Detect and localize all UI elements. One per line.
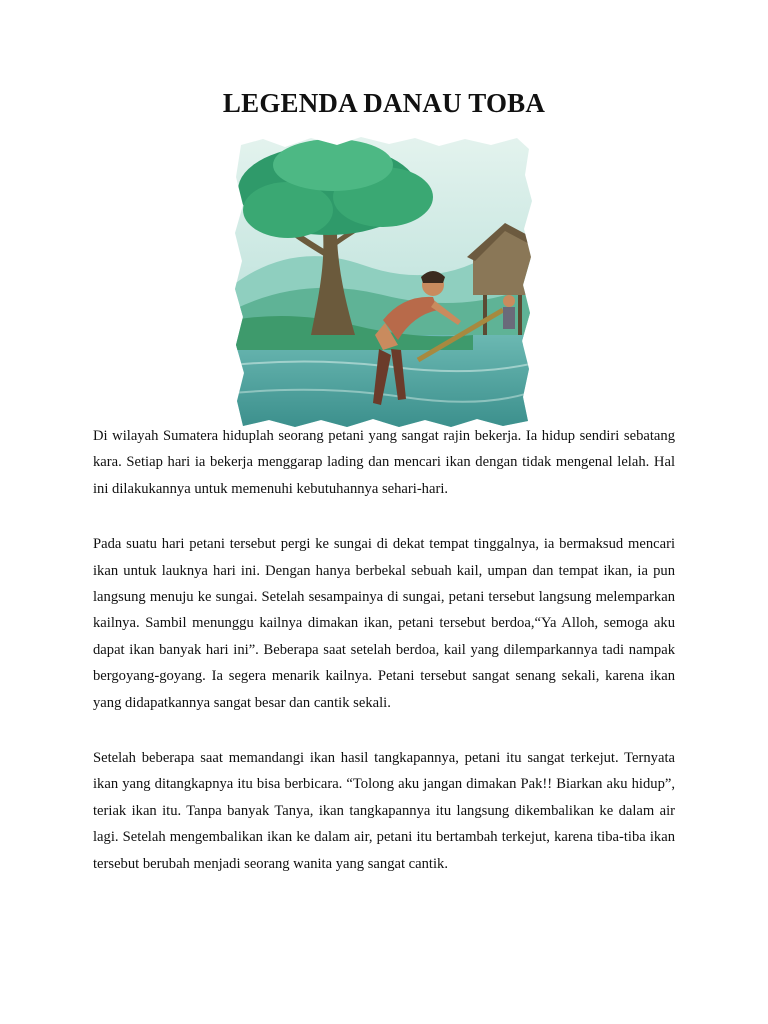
- page-title: LEGENDA DANAU TOBA: [222, 88, 546, 118]
- story-body: [93, 423, 675, 906]
- paragraph: Setelah beberapa saat memandangi ikan hasil tangkapannya, petani itu sangat terkejut. Ternyata ikan yang ditangkapnya itu bisa berbicara. “Tolong aku jangan dimakan Pak!! Biarkan aku hidup”, teriak ikan itu. Tanpa banyak Tanya, ikan tangkapannya itu langsung dikembalikan ke dalam air lagi. Setelah mengembalikan ikan ke dalam air, petani itu bertambah terkejut, karena tiba-tiba ikan tersebut berubah menjadi seorang wanita yang sangat cantik.: [93, 750, 675, 872]
- paragraph: Pada suatu hari petani tersebut pergi ke sungai di dekat tempat tinggalnya, ia bermaksud mencari ikan untuk lauknya hari ini. Dengan hanya berbekal sebuah kail, umpan dan tempat ikan, ia pun langsung menuju ke sungai. Setelah sesampainya di sungai, petani tersebut langsung melemparkan kailnya. Sambil menunggu kailnya dimakan ikan, petani tersebut berdoa,“Ya Alloh, semoga aku dapat ikan banyak hari ini”. Beberapa saat setelah berdoa, kail yang dilemparkannya tadi nampak bergoyang-goyang. Ia segera menarik kailnya. Petani tersebut sangat senang sekali, karena ikan yang didapatkannya sangat besar dan cantik sekali.: [93, 536, 675, 711]
- fisherman-by-river-illustration: [233, 135, 535, 429]
- paragraph: Di wilayah Sumatera hiduplah seorang petani yang sangat rajin bekerja. Ia hidup sendiri sebatang kara. Setiap hari ia bekerja menggarap lading dan mencari ikan dengan tidak mengenal lelah. Hal ini dilakukannya untuk memenuhi kebutuhannya sehari-hari.: [93, 428, 675, 497]
- story-illustration: [233, 135, 535, 429]
